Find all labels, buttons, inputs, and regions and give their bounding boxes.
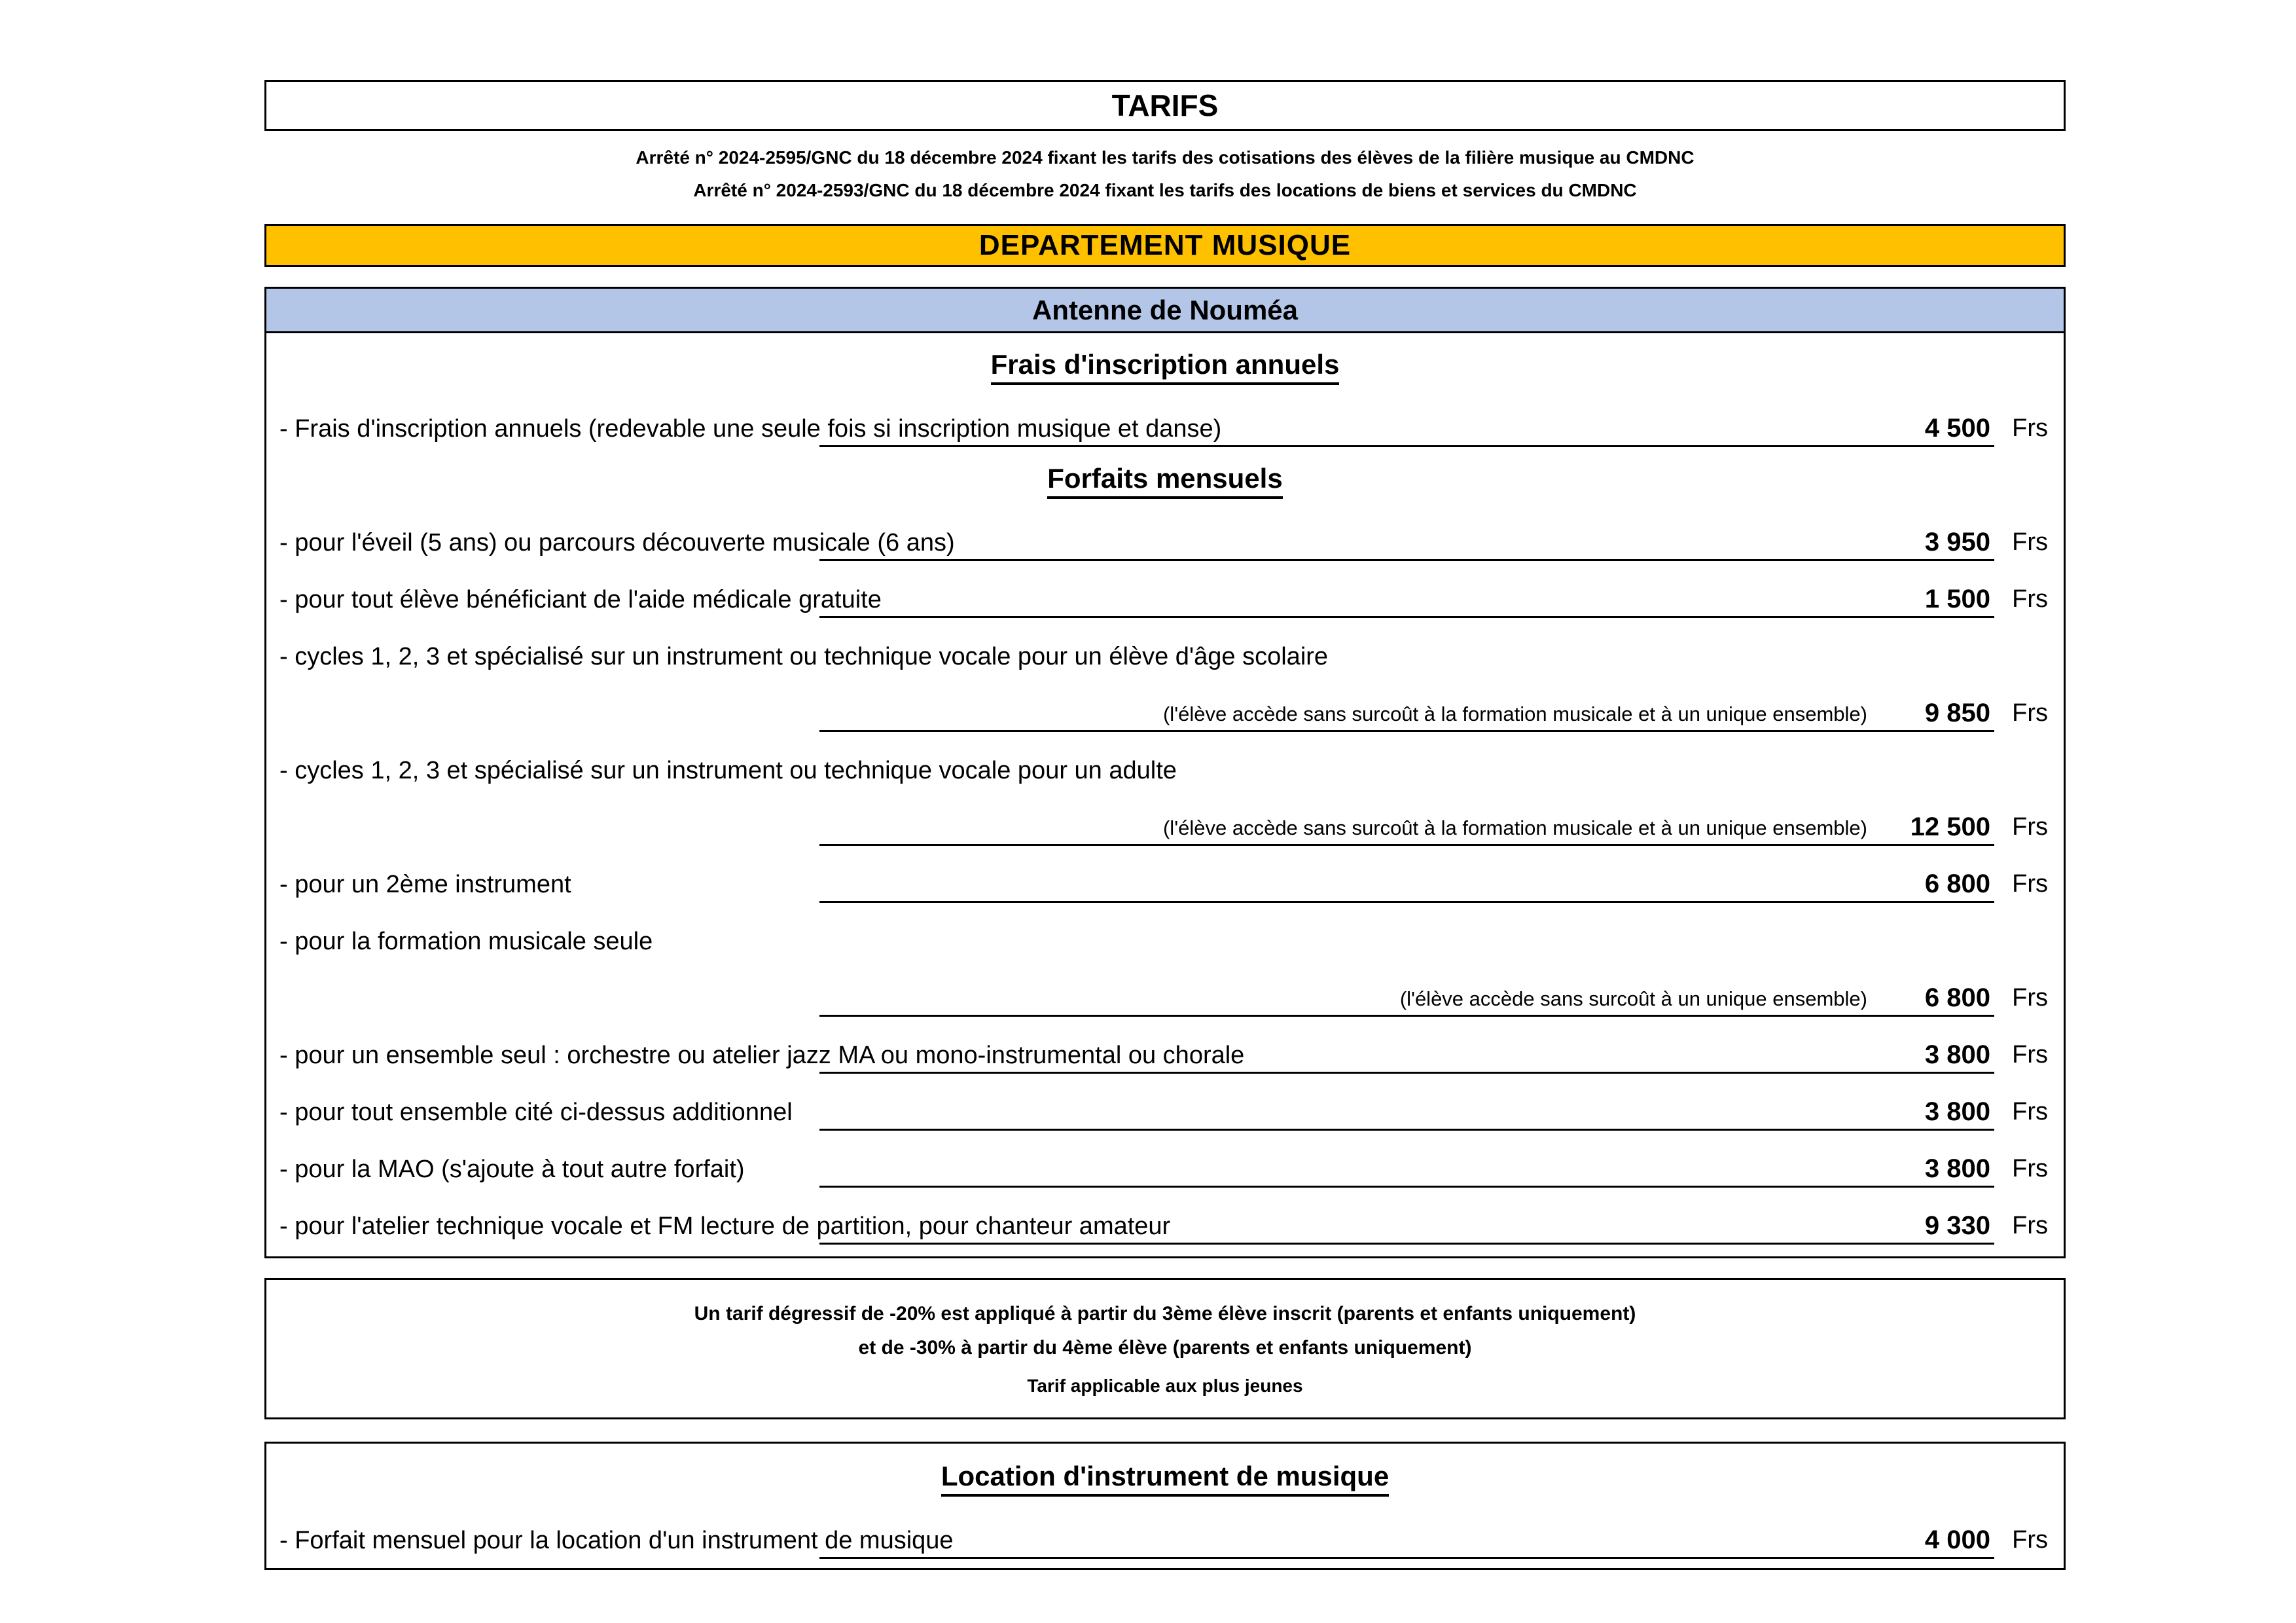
label-row (266, 623, 2064, 680)
price-value: 9 330 (1924, 1211, 1990, 1240)
price-value: 6 800 (1924, 869, 1990, 898)
price-row (266, 509, 2064, 566)
row-underline (819, 844, 1994, 846)
price-value: 3 800 (1924, 1154, 1990, 1183)
price-value: 12 500 (1910, 812, 1990, 841)
price-value: 1 500 (1924, 585, 1990, 613)
subnote-row (266, 965, 2064, 1022)
price-unit: Frs (2012, 414, 2048, 442)
label-row-text: - cycles 1, 2, 3 et spécialisé sur un instrument ou technique vocale pour un élève d'âge scolaire (279, 643, 1329, 670)
price-row (266, 1022, 2064, 1079)
label-row-text: - pour la formation musicale seule (279, 928, 653, 955)
price-unit: Frs (2012, 870, 2048, 898)
price-row-label: - pour l'éveil (5 ans) ou parcours découverte musicale (6 ans) (279, 529, 955, 556)
row-underline (819, 1243, 1994, 1245)
price-row (266, 1507, 2064, 1564)
discount-note-line: Un tarif dégressif de -20% est appliqué à partir du 3ème élève inscrit (parents et enfants uniquement) (694, 1303, 1636, 1324)
price-value: 9 850 (1924, 699, 1990, 727)
price-value: 3 800 (1924, 1097, 1990, 1126)
price-row-label: - Forfait mensuel pour la location d'un instrument de musique (279, 1527, 954, 1554)
subnote-text: (l'élève accède sans surcoût à la formation musicale et à un unique ensemble) (1162, 702, 1867, 725)
price-row-label: - pour un ensemble seul : orchestre ou atelier jazz MA ou mono-instrumental ou chorale (279, 1042, 1245, 1069)
price-unit: Frs (2012, 699, 2048, 727)
discount-note-box (264, 1278, 2066, 1419)
antenna-banner (266, 289, 2064, 333)
department-banner (264, 224, 2066, 267)
price-value: 4 000 (1924, 1525, 1990, 1554)
tarifs-title-box (264, 80, 2066, 131)
document-content (264, 80, 2066, 1570)
price-row-label: - pour tout élève bénéficiant de l'aide médicale gratuite (279, 586, 882, 613)
subnote-row (266, 794, 2064, 851)
department-banner-label: DEPARTEMENT MUSIQUE (978, 229, 1352, 261)
section-heading-text: Forfaits mensuels (1047, 463, 1282, 499)
row-underline (819, 445, 1994, 447)
row-underline (819, 1129, 1994, 1131)
section-heading-location (266, 1450, 2064, 1507)
price-row (266, 1136, 2064, 1193)
price-unit: Frs (2012, 1526, 2048, 1554)
price-value: 4 500 (1924, 414, 1990, 443)
decree-lines (264, 141, 2066, 207)
price-row-label: - pour l'atelier technique vocale et FM lecture de partition, pour chanteur amateur (279, 1213, 1171, 1240)
row-underline (819, 1186, 1994, 1188)
row-underline (819, 730, 1994, 732)
row-underline (819, 901, 1994, 903)
price-value: 6 800 (1924, 983, 1990, 1012)
discount-note-line: et de -30% à partir du 4ème élève (parents et enfants uniquement) (858, 1337, 1472, 1359)
subnote-text: (l'élève accède sans surcoût à la formation musicale et à un unique ensemble) (1162, 816, 1867, 839)
price-row (266, 1193, 2064, 1250)
price-row (266, 395, 2064, 452)
label-row-text: - cycles 1, 2, 3 et spécialisé sur un instrument ou technique vocale pour un adulte (279, 757, 1177, 784)
price-row-label: - Frais d'inscription annuels (redevable une seule fois si inscription musique et danse) (279, 415, 1222, 443)
discount-note-line: Tarif applicable aux plus jeunes (1027, 1376, 1303, 1396)
price-row (266, 851, 2064, 908)
page-title: TARIFS (1111, 88, 1219, 122)
price-unit: Frs (2012, 984, 2048, 1012)
row-underline (819, 1015, 1994, 1017)
row-underline (819, 616, 1994, 618)
label-row (266, 737, 2064, 794)
price-unit: Frs (2012, 1155, 2048, 1182)
decree-line: Arrêté n° 2024-2595/GNC du 18 décembre 2024 fixant les tarifs des cotisations des élèves de la filière musique au CMDNC (636, 147, 1695, 168)
section-heading-text: Location d'instrument de musique (941, 1461, 1389, 1497)
price-row-label: - pour un 2ème instrument (279, 871, 571, 898)
section-heading-inscription (266, 338, 2064, 395)
price-unit: Frs (2012, 1041, 2048, 1068)
pricing-rows (266, 333, 2064, 1256)
price-unit: Frs (2012, 1098, 2048, 1125)
label-row (266, 908, 2064, 965)
price-unit: Frs (2012, 813, 2048, 841)
price-value: 3 800 (1924, 1040, 1990, 1069)
price-unit: Frs (2012, 585, 2048, 613)
row-underline (819, 559, 1994, 561)
row-underline (819, 1072, 1994, 1074)
price-row-label: - pour tout ensemble cité ci-dessus additionnel (279, 1099, 793, 1126)
price-row (266, 1079, 2064, 1136)
price-row (266, 566, 2064, 623)
price-unit: Frs (2012, 528, 2048, 556)
rental-box (264, 1442, 2066, 1570)
section-heading-text: Frais d'inscription annuels (991, 349, 1340, 385)
price-value: 3 950 (1924, 528, 1990, 556)
subnote-row (266, 680, 2064, 737)
antenna-banner-label: Antenne de Nouméa (1031, 294, 1299, 325)
price-unit: Frs (2012, 1212, 2048, 1239)
row-underline (819, 1557, 1994, 1559)
pricing-table (264, 287, 2066, 1258)
decree-line: Arrêté n° 2024-2593/GNC du 18 décembre 2024 fixant les tarifs des locations de biens et services du CMDNC (693, 180, 1637, 200)
price-row-label: - pour la MAO (s'ajoute à tout autre forfait) (279, 1156, 745, 1183)
subnote-text: (l'élève accède sans surcoût à un unique ensemble) (1399, 987, 1867, 1010)
section-heading-forfaits (266, 452, 2064, 509)
